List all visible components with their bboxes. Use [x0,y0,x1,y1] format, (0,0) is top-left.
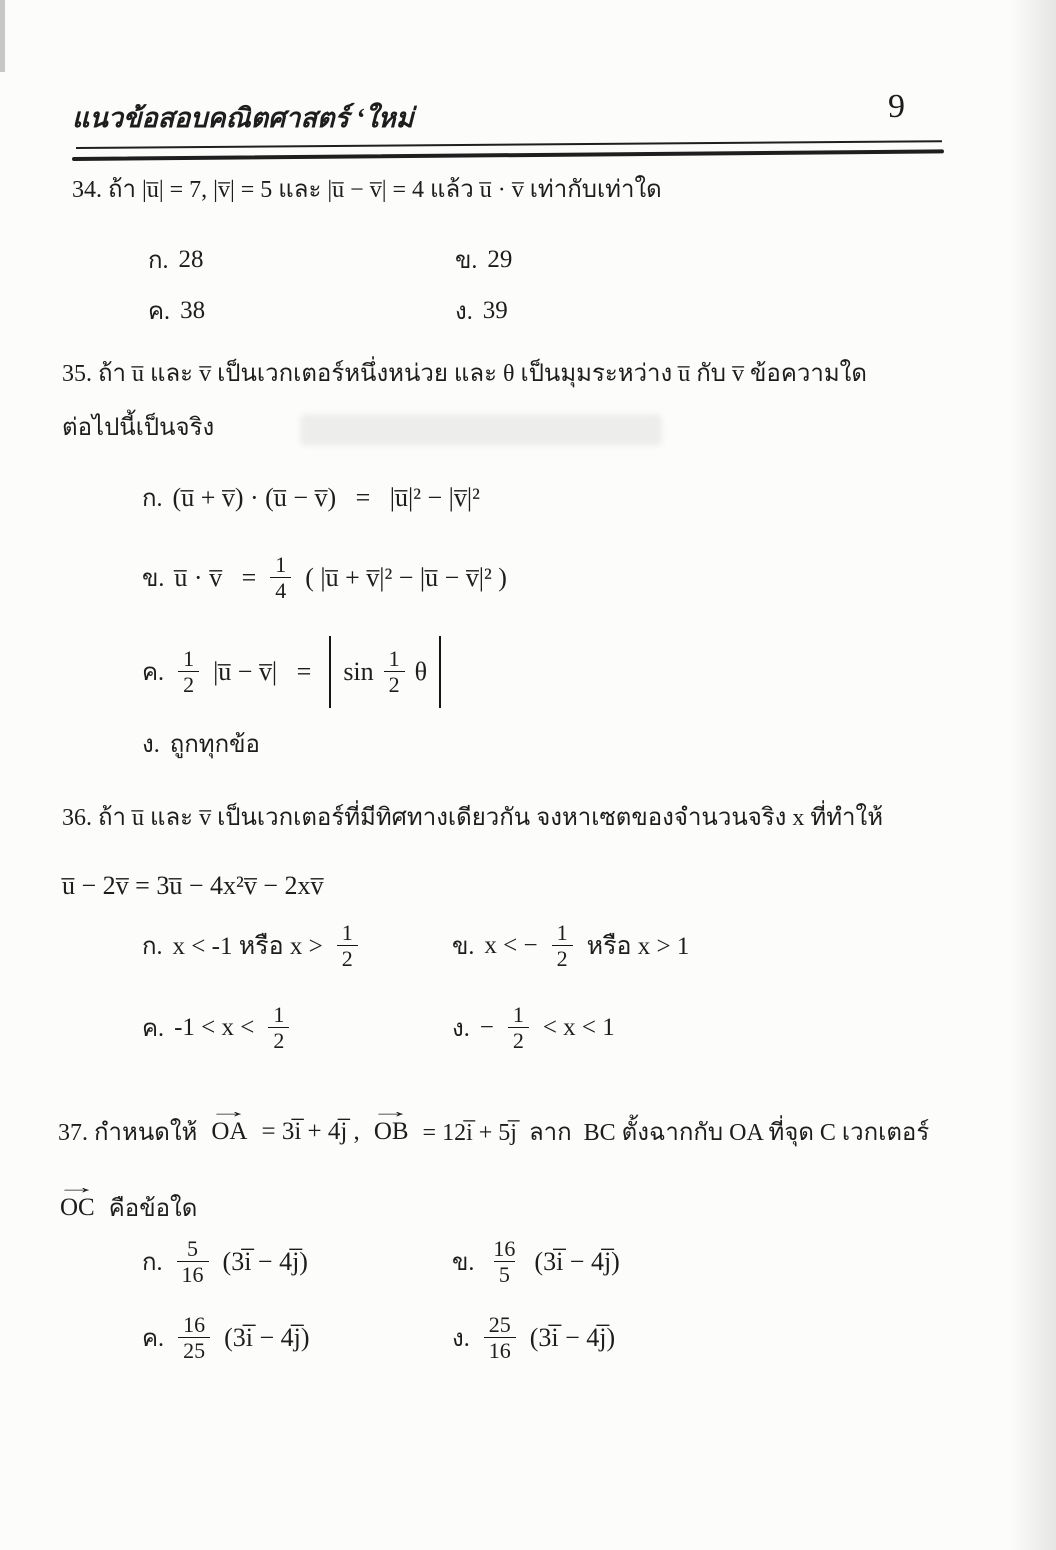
fraction-numerator: 16 [493,1236,516,1261]
inequality-right: หรือ x > 1 [586,932,690,960]
fraction-denominator: 2 [508,1027,529,1053]
option-35-d [142,724,260,763]
formula-right: ( |u̅ + v̅|² − |u̅ − v̅|² ) [305,562,507,592]
sin-label: sin [343,656,374,686]
option-label: ก. [142,486,163,512]
inequality-left: − [479,1013,494,1041]
fraction [270,552,291,604]
option-label: ง. [452,1016,470,1043]
vector-expression: (3i̅ − 4j̅) [224,1322,310,1352]
vector-OA: OA → [209,1118,249,1146]
fraction-denominator: 2 [178,671,199,697]
stem-text: 37. กำหนดให้ [58,1120,198,1146]
stem-text: = 12i̅ + 5j̅ ลาก BC ตั้งฉากกับ OA ที่จุด C เวกเตอร์ [422,1120,930,1146]
option-label: ค. [142,1326,165,1353]
question-36-stem: 36. ถ้า u̅ และ v̅ เป็นเวกเตอร์ที่มีทิศทางเดียวกัน จงหาเซตของจำนวนจริง x ที่ทำให้ [62,805,884,831]
fraction-numerator: 16 [183,1312,206,1337]
fraction-numerator: 1 [388,646,400,671]
header-rule-thin [76,140,942,149]
option-34-b [455,240,512,279]
option-37-d [452,1312,615,1364]
fraction [484,1312,516,1364]
question-36-equation: u̅ − 2v̅ = 3u̅ − 4x²v̅ − 2xv̅ [62,871,324,900]
formula-left: u̅ · v̅ = [174,562,257,592]
fraction-numerator: 1 [556,920,568,945]
question-34-stem: 34. ถ้า |u̅| = 7, |v̅| = 5 และ |u̅ − v̅| = 4 แล้ว u̅ · v̅ เท่ากับเท่าใด [72,177,662,203]
fraction-denominator: 16 [177,1261,209,1287]
option-34-a [148,240,204,279]
option-value: 28 [178,245,204,273]
inequality-left: x < − [484,931,538,959]
fraction-numerator: 1 [341,920,353,945]
scan-edge-shadow [1010,0,1056,1550]
stem-math: = 3i̅ + 4j̅ , [261,1117,360,1145]
fraction [337,920,358,972]
inequality: x < -1 หรือ x > [172,932,323,960]
option-label: ง. [455,299,473,325]
option-35-a [142,478,480,517]
option-36-a [142,920,362,972]
option-label: ค. [142,1016,165,1043]
fraction-numerator: 1 [512,1002,524,1027]
fraction-denominator: 25 [178,1337,210,1363]
vector-expression: (3i̅ − 4j̅) [534,1246,620,1276]
fraction-denominator: 5 [494,1261,515,1287]
option-label: ง. [452,1326,470,1353]
option-36-c [142,1002,293,1054]
option-value: 29 [487,245,513,273]
option-37-a [142,1236,308,1288]
option-label: ก. [142,1250,163,1277]
fraction [384,646,405,698]
option-label: ก. [148,248,169,274]
scan-artifact-left-edge [0,0,5,72]
vector-OC: OC → [58,1194,97,1222]
vector-expression: (3i̅ − 4j̅) [222,1246,308,1276]
question-37-stem [58,1112,929,1151]
option-label: ข. [452,1250,475,1277]
fraction [178,1312,210,1364]
option-36-d [452,1002,615,1054]
fraction-denominator: 2 [384,671,405,697]
vector-expression: (3i̅ − 4j̅) [529,1322,616,1352]
stem-text: คือข้อใด [108,1196,198,1222]
absolute-value-bars [329,636,441,708]
fraction-denominator: 2 [337,945,358,971]
option-36-b [452,920,689,972]
fraction-denominator: 2 [268,1027,289,1053]
fraction [508,1002,529,1054]
option-37-b [452,1236,620,1288]
formula: (u̅ + v̅) · (u̅ − v̅) = |u̅|² − |v̅|² [172,482,480,512]
formula-mid: |u̅ − v̅| = [213,656,312,686]
option-35-b [142,552,507,604]
vector-OB: OB → [372,1118,411,1146]
option-label: ข. [455,248,478,274]
question-35-stem-line1: 35. ถ้า u̅ และ v̅ เป็นเวกเตอร์หนึ่งหน่วย และ θ เป็นมุมระหว่าง u̅ กับ v̅ ข้อความใด [62,361,867,387]
option-35-c [142,636,441,708]
option-label: ก. [142,934,163,961]
option-label: ข. [142,566,165,593]
option-label: ง. [142,732,160,758]
fraction [488,1236,520,1288]
option-37-c [142,1312,310,1364]
fraction-denominator: 2 [552,945,573,971]
header-rule-thick [72,149,944,160]
question-35-stem-line2: ต่อไปนี้เป็นจริง [62,415,215,441]
option-label: ข. [452,934,475,961]
option-34-c [148,291,205,330]
inequality: -1 < x < [174,1013,255,1041]
option-value: 38 [180,296,206,324]
fraction-denominator: 4 [270,577,291,603]
option-value: 39 [482,296,508,324]
fraction-numerator: 5 [187,1236,199,1261]
option-34-d [455,291,508,330]
fraction-denominator: 16 [484,1337,516,1363]
question-37-stem-line2 [58,1188,197,1227]
page-title: แนวข้อสอบคณิตศาสตร์ ‘ใหม่ [72,103,414,133]
fraction-numerator: 1 [275,552,287,577]
fraction [268,1002,289,1054]
fraction-numerator: 1 [273,1002,285,1027]
inequality-right: < x < 1 [542,1013,615,1041]
page-number: 9 [888,88,905,125]
option-label: ค. [142,660,165,687]
fraction [177,1236,209,1288]
fraction-numerator: 1 [183,646,195,671]
option-label: ค. [148,299,171,325]
theta-symbol: θ [414,656,428,686]
ink-bleed-artifact [300,414,662,446]
fraction [552,920,573,972]
option-value: ถูกทุกข้อ [169,732,260,758]
fraction [178,646,199,698]
fraction-numerator: 25 [488,1312,511,1337]
